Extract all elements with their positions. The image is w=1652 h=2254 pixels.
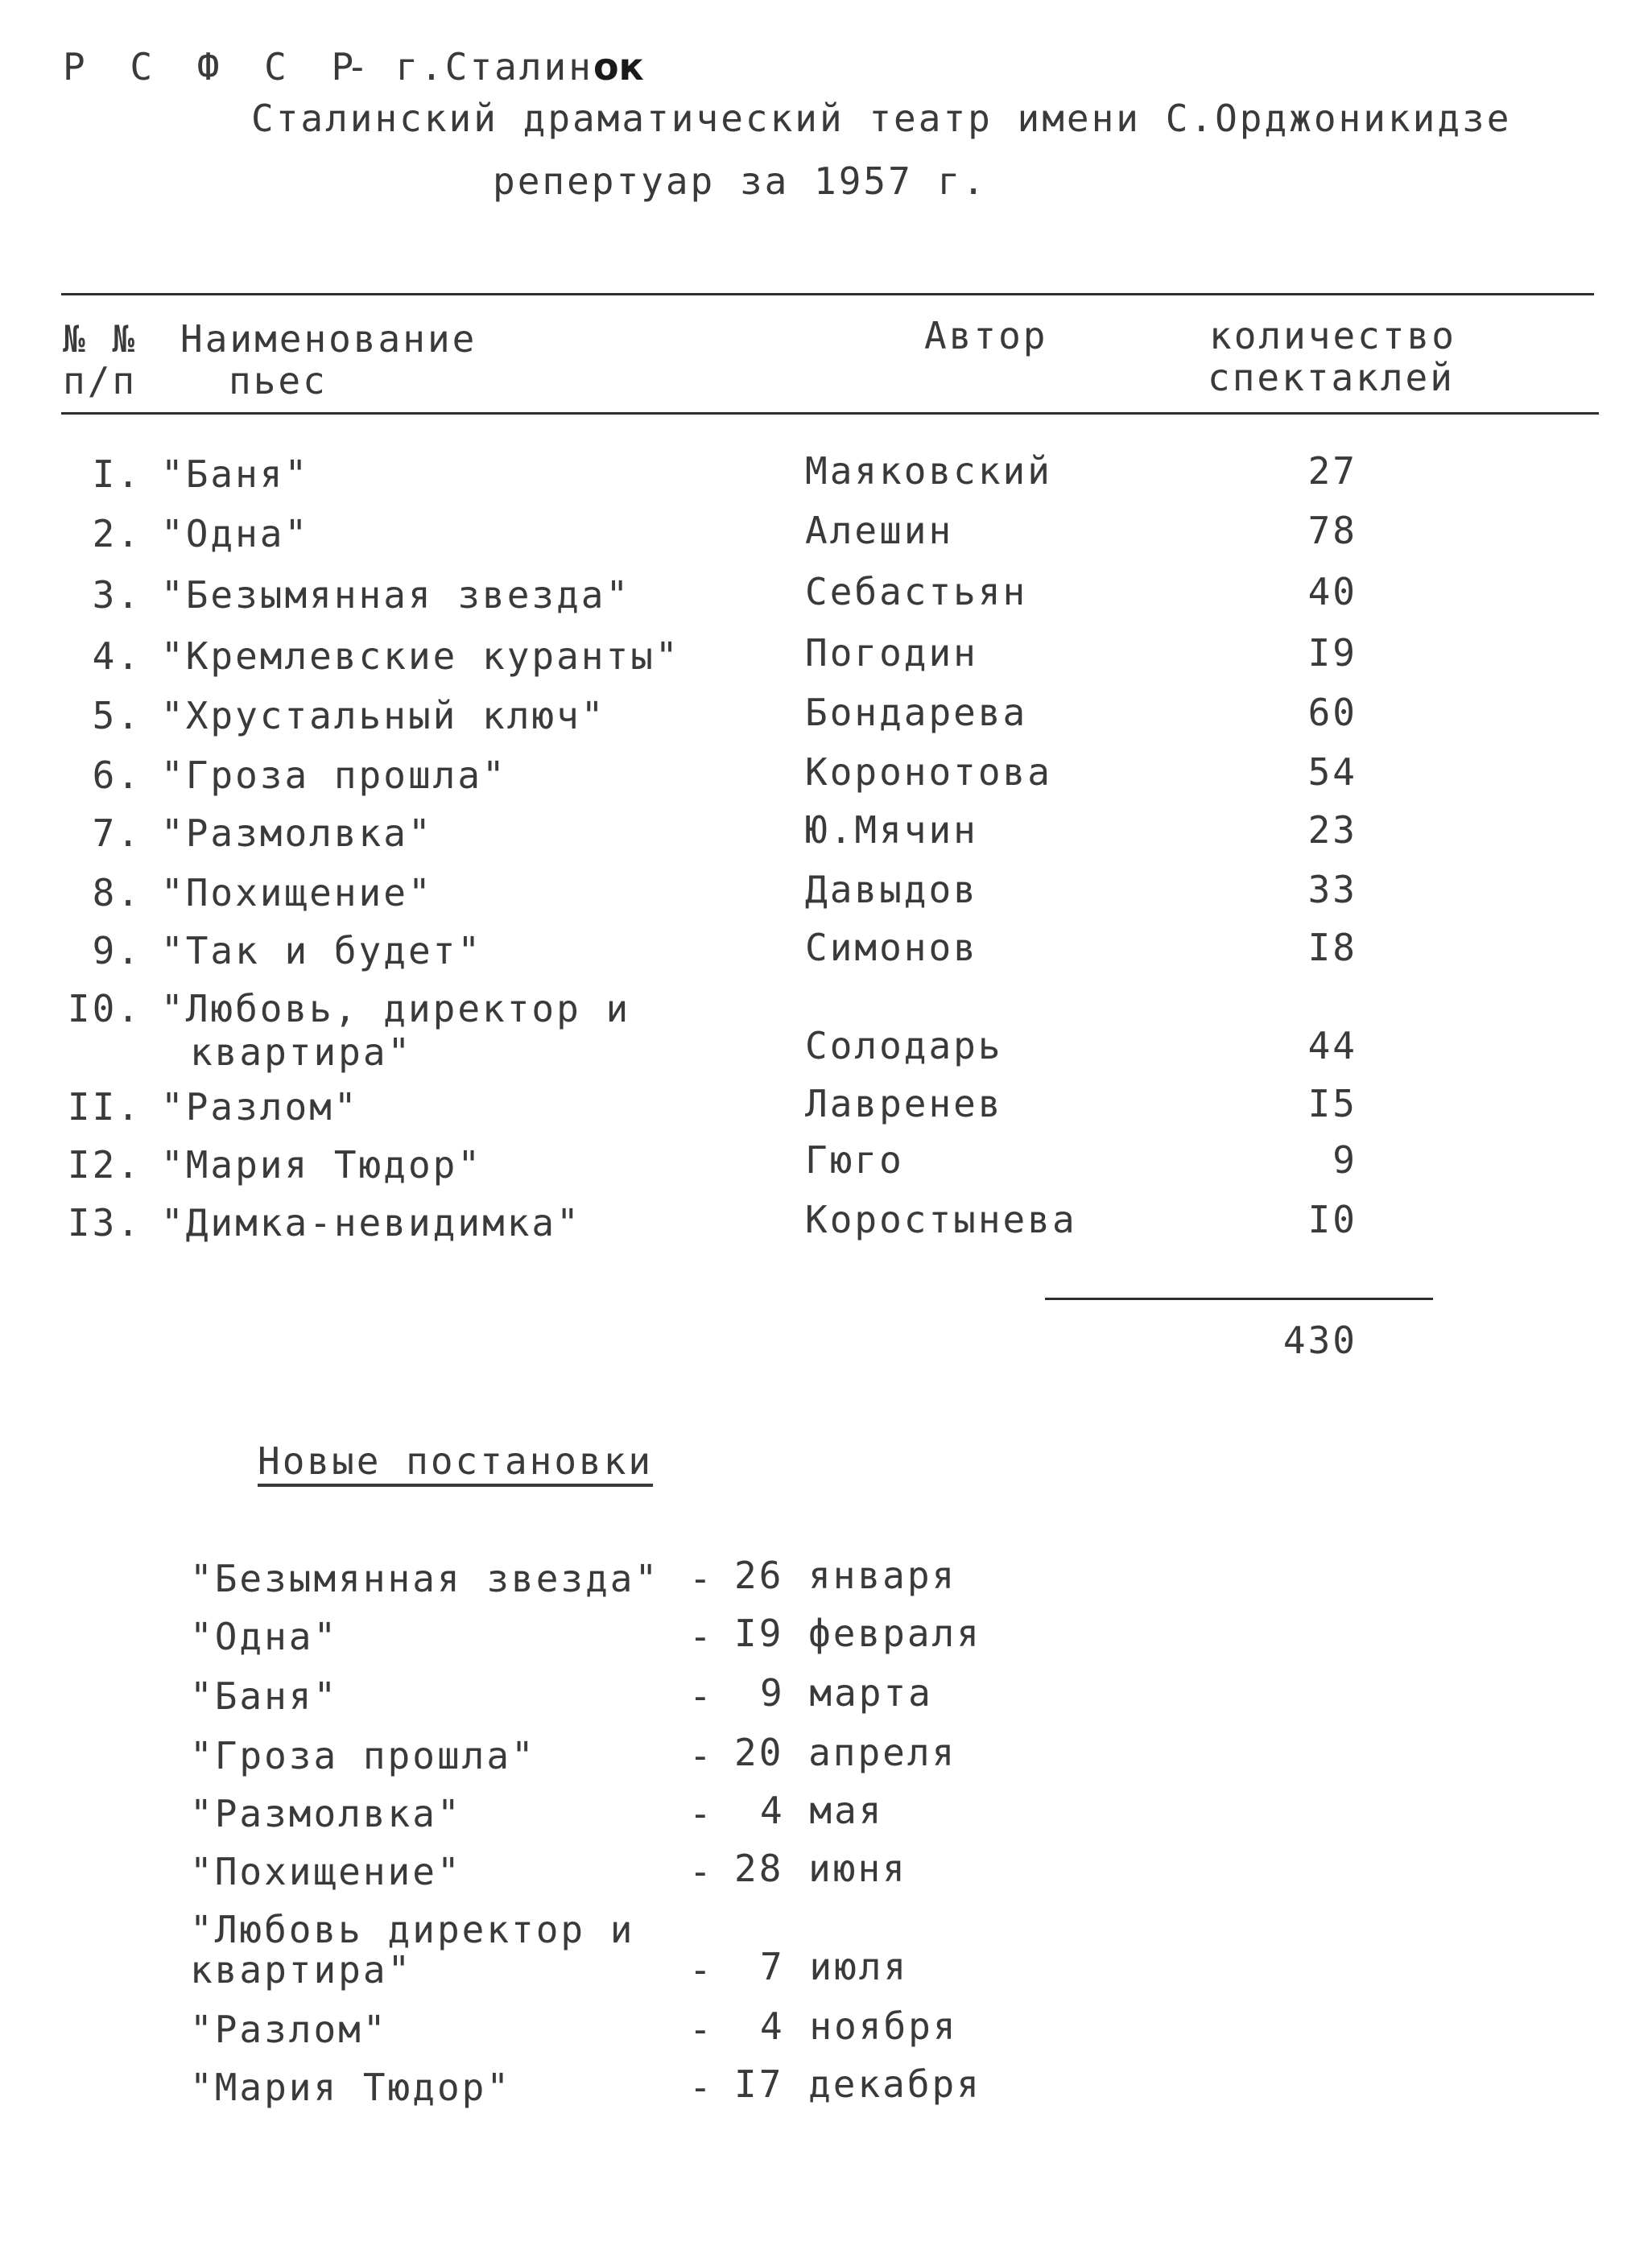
production-dash: - [689, 1557, 714, 1600]
row-author: Маяковский [805, 449, 1052, 493]
row-title: "Баня" [161, 452, 310, 496]
row-author: Давыдов [805, 868, 978, 911]
row-count: 40 [1307, 570, 1357, 613]
row-author: Себастьян [805, 570, 1028, 613]
total-count: 430 [1282, 1319, 1357, 1362]
row-count: 54 [1307, 750, 1357, 794]
row-count: 60 [1307, 691, 1357, 734]
row-author: Лавренев [805, 1082, 1003, 1125]
production-title: "Гроза прошла" [190, 1734, 536, 1777]
production-dash: - [689, 1792, 714, 1835]
row-author: Алешин [805, 509, 954, 552]
row-number: I3. [67, 1201, 142, 1245]
row-number: 8. [92, 871, 142, 914]
col-number-header-1: № № [63, 317, 138, 361]
row-number: 3. [92, 573, 142, 617]
row-title: "Кремлевские куранты" [161, 634, 680, 678]
production-date: I9 февраля [734, 1612, 981, 1655]
col-author-header: Автор [924, 314, 1048, 357]
production-dash: - [689, 1948, 714, 1992]
production-date: 4 ноября [760, 2004, 958, 2048]
row-title: "Похищение" [161, 871, 433, 914]
row-author: Ю.Мячин [805, 808, 978, 852]
row-number: 9. [92, 929, 142, 972]
production-title: "Разлом" [190, 2008, 388, 2051]
row-author: Гюго [805, 1138, 904, 1182]
production-title: "Одна" [190, 1615, 339, 1658]
row-number: 7. [92, 811, 142, 855]
row-author: Симонов [805, 926, 978, 969]
production-dash: - [689, 1615, 714, 1658]
production-title: "Баня" [190, 1674, 339, 1718]
row-count: 78 [1307, 509, 1357, 552]
repertoire-subtitle: репертуар за 1957 г. [493, 159, 987, 203]
row-number: 4. [92, 634, 142, 678]
production-date: 20 апреля [734, 1731, 957, 1774]
row-title: "Хрустальный ключ" [161, 694, 606, 737]
row-title: "Любовь, директор и [161, 987, 631, 1030]
city-text: - г.Сталин [346, 45, 593, 89]
row-title: "Одна" [161, 512, 310, 555]
table-header-rule [61, 412, 1599, 415]
row-number: I0. [67, 987, 142, 1030]
table-top-rule [61, 293, 1594, 295]
row-author: Коростынева [805, 1198, 1077, 1241]
row-author: Коронотова [805, 750, 1052, 794]
row-author: Погодин [805, 631, 978, 675]
production-date: 28 июня [734, 1847, 907, 1890]
row-title: "Разлом" [161, 1085, 359, 1129]
col-title-header-2: пьес [229, 359, 328, 402]
row-count: I8 [1307, 926, 1357, 969]
row-title: "Мария Тюдор" [161, 1143, 483, 1187]
col-count-header-1: количество [1209, 314, 1456, 357]
production-dash: - [689, 1850, 714, 1893]
row-number: 6. [92, 753, 142, 797]
row-count: 44 [1307, 1024, 1357, 1067]
row-count: I5 [1307, 1082, 1357, 1125]
row-author: Солодарь [805, 1024, 1003, 1067]
production-title: "Похищение" [190, 1850, 462, 1893]
production-dash: - [689, 2066, 714, 2109]
production-dash: - [689, 1674, 714, 1718]
theatre-title: Сталинский драматический театр имени С.Орджоникидзе [251, 97, 1512, 140]
row-title: "Гроза прошла" [161, 753, 507, 797]
production-date: 26 января [734, 1554, 957, 1597]
col-number-header-2: п/п [63, 359, 138, 402]
row-count: I0 [1307, 1198, 1357, 1241]
total-rule [1045, 1298, 1433, 1300]
row-title: "Димка-невидимка" [161, 1201, 581, 1245]
republic-label: Р С Ф С Р [63, 45, 366, 89]
row-title: "Безымянная звезда" [161, 573, 631, 617]
row-number: I2. [67, 1143, 142, 1187]
production-title: "Любовь директор и [190, 1908, 635, 1951]
col-count-header-2: спектаклей [1208, 356, 1455, 399]
production-date: 7 июля [760, 1945, 909, 1988]
city-handwritten-ending: ок [593, 45, 644, 89]
row-title-continued: квартира" [190, 1030, 413, 1074]
production-title: "Безымянная звезда" [190, 1557, 660, 1600]
production-date: I7 декабря [734, 2062, 981, 2106]
row-number: 2. [92, 512, 142, 555]
production-title-continued: квартира" [190, 1948, 413, 1992]
row-author: Бондарева [805, 691, 1028, 734]
production-date: 4 мая [760, 1789, 884, 1832]
row-count: 9 [1332, 1138, 1357, 1182]
city-label [346, 45, 644, 89]
col-title-header-1: Наименование [180, 317, 477, 361]
row-count: 27 [1307, 449, 1357, 493]
production-dash: - [689, 1734, 714, 1777]
new-productions-heading: Новые постановки [258, 1439, 654, 1483]
row-title: "Размолвка" [161, 811, 433, 855]
row-number: II. [67, 1085, 142, 1129]
production-dash: - [689, 2008, 714, 2051]
row-number: 5. [92, 694, 142, 737]
row-title: "Так и будет" [161, 929, 483, 972]
row-number: I. [92, 452, 142, 496]
row-count: I9 [1307, 631, 1357, 675]
production-title: "Размолвка" [190, 1792, 462, 1835]
production-title: "Мария Тюдор" [190, 2066, 512, 2109]
row-count: 23 [1307, 808, 1357, 852]
row-count: 33 [1307, 868, 1357, 911]
production-date: 9 марта [760, 1671, 933, 1715]
